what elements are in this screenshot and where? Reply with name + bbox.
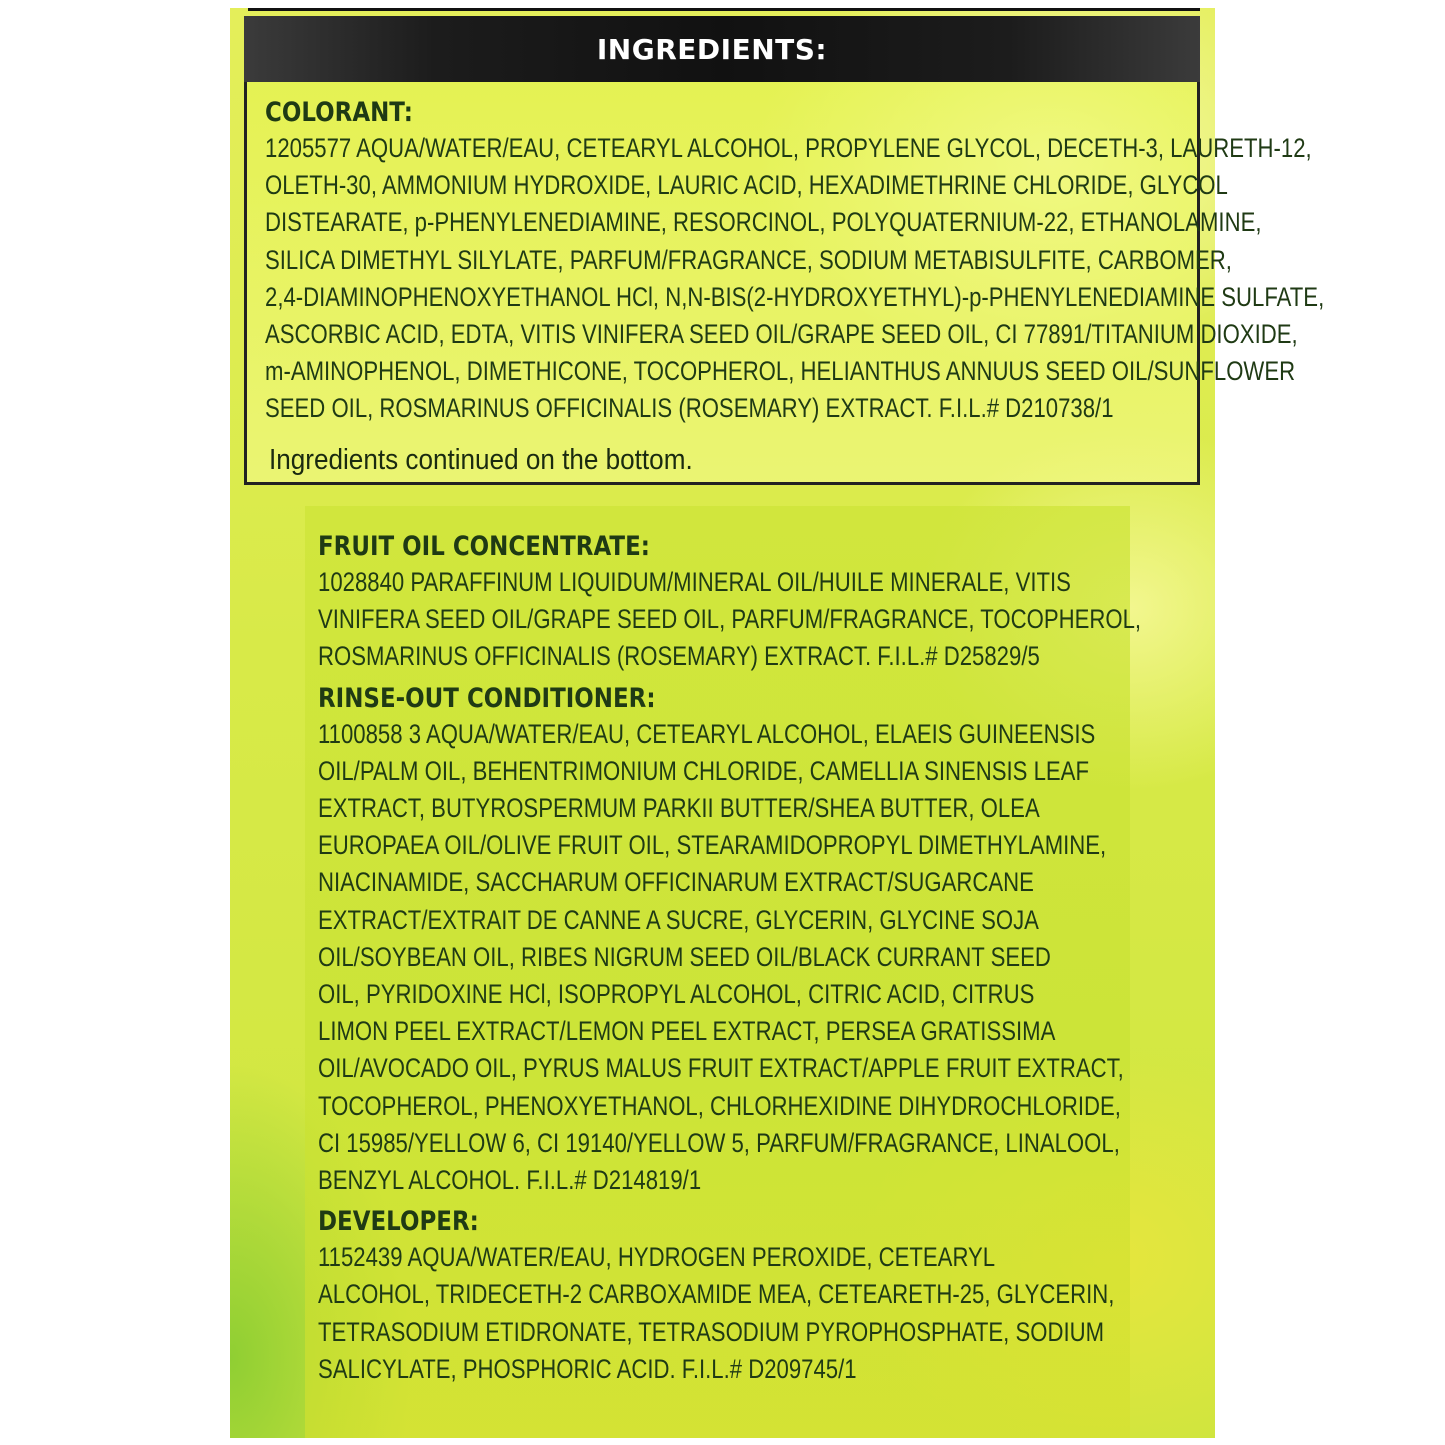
conditioner-line: TOCOPHEROL, PHENOXYETHANOL, CHLORHEXIDINE DIHYDROCHLORIDE,: [318, 1090, 1121, 1121]
fruit-oil-line: VINIFERA SEED OIL/GRAPE SEED OIL, PARFUM/FRAGRANCE, TOCOPHEROL,: [318, 604, 1142, 635]
colorant-box: [244, 82, 1325, 485]
conditioner-line: CI 15985/YELLOW 6, CI 19140/YELLOW 5, PARFUM/FRAGRANCE, LINALOOL,: [318, 1127, 1120, 1158]
colorant-line: SEED OIL, ROSMARINUS OFFICINALIS (ROSEMARY) EXTRACT. F.I.L.# D210738/1: [265, 393, 1114, 424]
colorant-line: OLETH-30, AMMONIUM HYDROXIDE, LAURIC ACID, HEXADIMETHRINE CHLORIDE, GLYCOL: [265, 170, 1228, 201]
fruit-oil-text: [318, 564, 1141, 676]
fruit-oil-line: ROSMARINUS OFFICINALIS (ROSEMARY) EXTRACT. F.I.L.# D25829/5: [318, 641, 1040, 672]
ingredients-panel: [230, 8, 1325, 1438]
developer-line: 1152439 AQUA/WATER/EAU, HYDROGEN PEROXIDE, CETEARYL: [318, 1242, 996, 1273]
colorant-title: COLORANT:: [265, 97, 413, 128]
colorant-line: SILICA DIMETHYL SILYLATE, PARFUM/FRAGRANCE, SODIUM METABISULFITE, CARBOMER,: [265, 244, 1232, 275]
header-title: INGREDIENTS:: [596, 32, 828, 66]
colorant-line: 1205577 AQUA/WATER/EAU, CETEARYL ALCOHOL, PROPYLENE GLYCOL, DECETH-3, LAURETH-12,: [265, 133, 1312, 163]
developer-title: DEVELOPER:: [318, 1206, 479, 1238]
header-bar: [244, 16, 1200, 82]
conditioner-line: OIL/AVOCADO OIL, PYRUS MALUS FRUIT EXTRACT/APPLE FRUIT EXTRACT,: [318, 1053, 1124, 1084]
developer-line: TETRASODIUM ETIDRONATE, TETRASODIUM PYROPHOSPHATE, SODIUM: [318, 1316, 1105, 1347]
conditioner-title: RINSE-OUT CONDITIONER:: [318, 682, 656, 714]
colorant-line: 2,4-DIAMINOPHENOXYETHANOL HCl, N,N-BIS(2-HYDROXYETHYL)-p-PHENYLENEDIAMINE SULFATE,: [265, 281, 1325, 312]
developer-line: ALCOHOL, TRIDECETH-2 CARBOXAMIDE MEA, CETEARETH-25, GLYCERIN,: [318, 1279, 1115, 1310]
developer-line: SALICYLATE, PHOSPHORIC ACID. F.I.L.# D209745/1: [318, 1353, 857, 1384]
conditioner-line: EXTRACT, BUTYROSPERMUM PARKII BUTTER/SHEA BUTTER, OLEA: [318, 793, 1040, 824]
conditioner-line: LIMON PEEL EXTRACT/LEMON PEEL EXTRACT, PERSEA GRATISSIMA: [318, 1016, 1056, 1047]
lower-ingredients-box: [305, 506, 1142, 1438]
colorant-section: [265, 96, 1445, 428]
conditioner-line: OIL, PYRIDOXINE HCl, ISOPROPYL ALCOHOL, CITRIC ACID, CITRUS: [318, 979, 1035, 1010]
conditioner-line: EUROPAEA OIL/OLIVE FRUIT OIL, STEARAMIDOPROPYL DIMETHYLAMINE,: [318, 830, 1107, 861]
conditioner-line: EXTRACT/EXTRAIT DE CANNE A SUCRE, GLYCERIN, GLYCINE SOJA: [318, 904, 1039, 935]
colorant-line: m-AMINOPHENOL, DIMETHICONE, TOCOPHEROL, HELIANTHUS ANNUUS SEED OIL/SUNFLOWER: [265, 356, 1296, 387]
colorant-line: DISTEARATE, p-PHENYLENEDIAMINE, RESORCINOL, POLYQUATERNIUM-22, ETHANOLAMINE,: [265, 207, 1262, 238]
lower-ingredients-content: [318, 530, 1322, 1388]
colorant-text: [265, 130, 1324, 428]
conditioner-line: NIACINAMIDE, SACCHARUM OFFICINARUM EXTRACT/SUGARCANE: [318, 867, 1034, 898]
fruit-oil-line: 1028840 PARAFFINUM LIQUIDUM/MINERAL OIL/HUILE MINERALE, VITIS: [318, 567, 1071, 597]
conditioner-text: [318, 716, 1141, 1200]
conditioner-line: OIL/PALM OIL, BEHENTRIMONIUM CHLORIDE, CAMELLIA SINENSIS LEAF: [318, 755, 1089, 786]
continued-note: Ingredients continued on the bottom.: [269, 444, 693, 476]
conditioner-line: 1100858 3 AQUA/WATER/EAU, CETEARYL ALCOHOL, ELAEIS GUINEENSIS: [318, 718, 1096, 749]
top-rule: [248, 8, 1200, 11]
conditioner-line: OIL/SOYBEAN OIL, RIBES NIGRUM SEED OIL/BLACK CURRANT SEED: [318, 941, 1051, 972]
developer-text: [318, 1239, 1141, 1388]
conditioner-line: BENZYL ALCOHOL. F.I.L.# D214819/1: [318, 1165, 702, 1196]
colorant-line: ASCORBIC ACID, EDTA, VITIS VINIFERA SEED OIL/GRAPE SEED OIL, CI 77891/TITANIUM DIOXIDE,: [265, 319, 1298, 350]
fruit-oil-title: FRUIT OIL CONCENTRATE:: [318, 531, 650, 562]
